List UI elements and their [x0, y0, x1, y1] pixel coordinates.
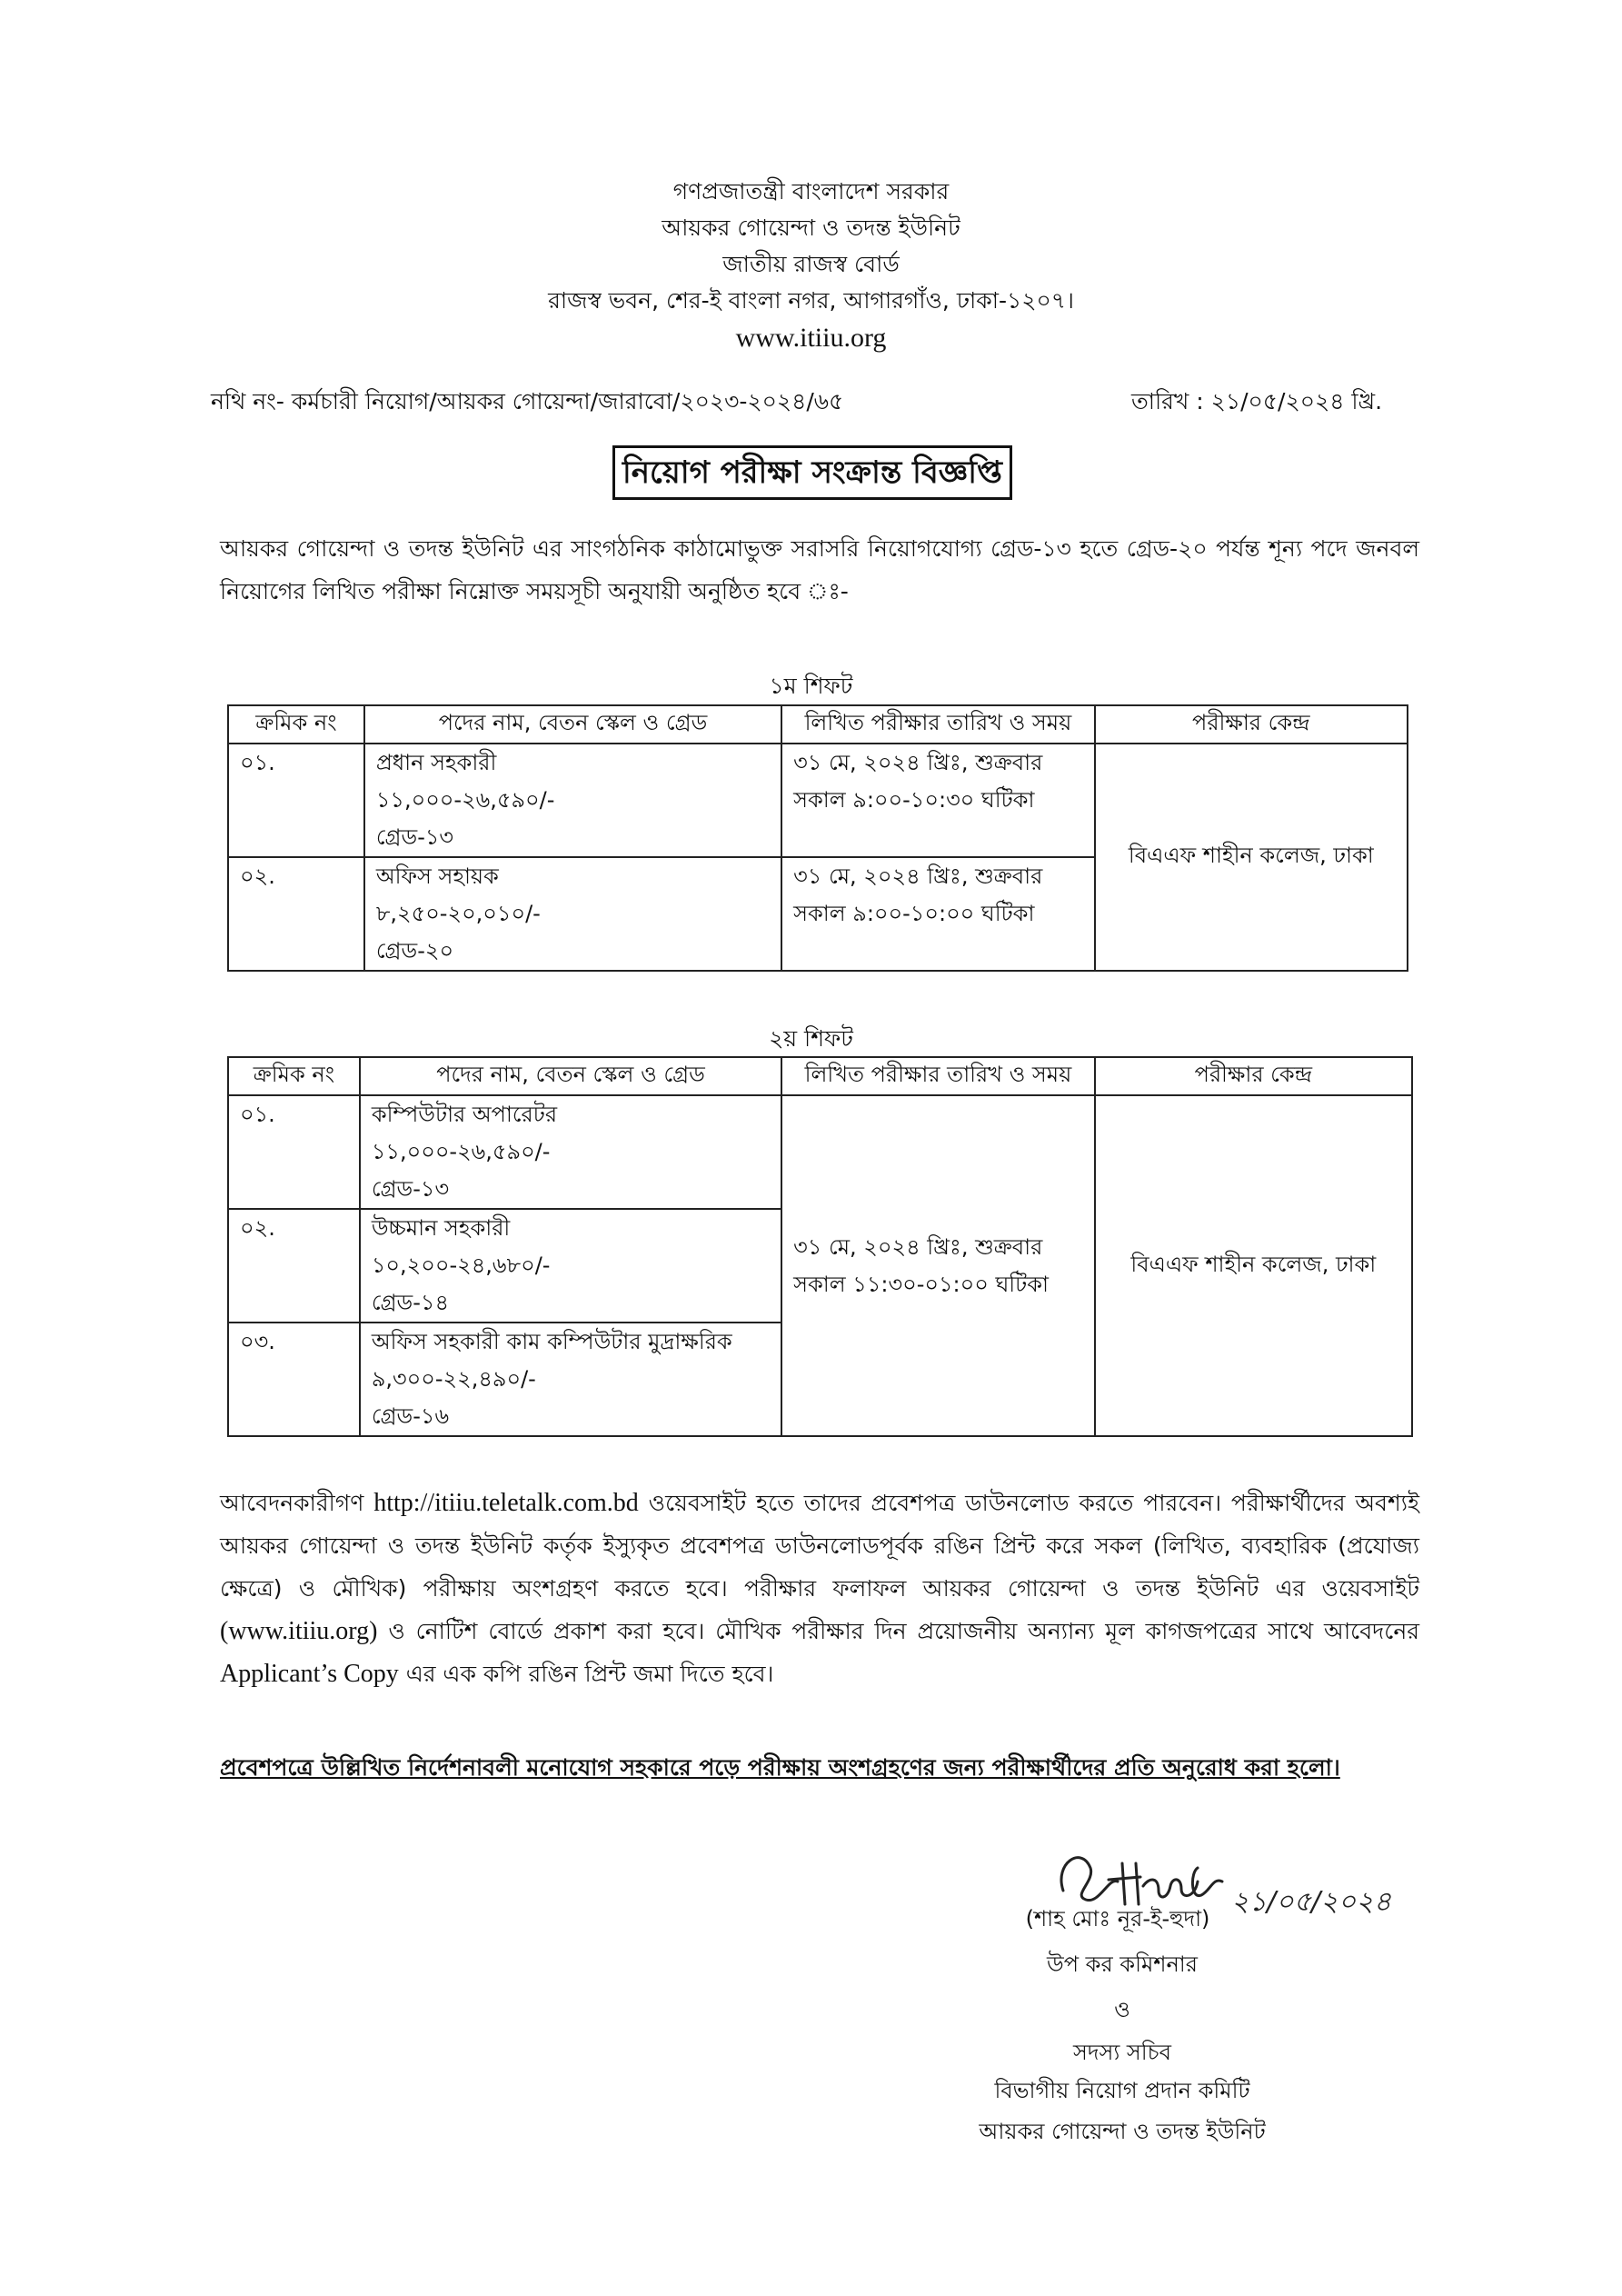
serial: ০১. — [240, 750, 275, 775]
shift2-title: ২য় শিফট — [769, 1025, 853, 1052]
signatory-committee: বিভাগীয় নিয়োগ প্রদান কমিটি — [994, 2078, 1250, 2103]
col-serial: ক্রমিক নং — [228, 705, 364, 744]
instructions-text-b: ওয়েবসাইট হতে তাদের প্রবেশপত্র ডাউনলোড করতে পারবেন। পরীক্ষার্থীদের অবশ্যই আয়কর গোয়েন্দা ও তদন্ত ইউনিট কর্তৃক ইস্যুকৃত প্রবেশপত্র ডাউনলোডপূর্বক রঙিন প্রিন্ট করে সকল (লিখিত, ব্যবহারিক (প্রযোজ্য ক্ষেত্রে) ও মৌখিক) পরীক্ষায় অংশগ্রহণ করতে হবে। পরীক্ষার ফলাফল আয়কর গোয়েন্দা ও তদন্ত ইউনিট এর ওয়েবসাইট — [220, 1490, 1420, 1602]
org-line-1: গণপ্রজাতন্ত্রী বাংলাদেশ সরকার — [672, 178, 950, 205]
signatory-conjunction: ও — [1114, 1997, 1130, 2022]
exam-time: সকাল ১১:৩০-০১:০০ ঘটিকা — [793, 1271, 1049, 1297]
grade: গ্রেড-১৩ — [371, 1176, 450, 1202]
pay-scale: ৮,২৫০-২০,০১০/- — [375, 901, 541, 926]
col-center: পরীক্ষার কেন্দ্র — [1095, 705, 1408, 744]
table-header-row — [228, 1057, 1412, 1095]
pay-scale: ১১,০০০-২৬,৫৯০/- — [375, 787, 555, 813]
instructions-text-a: আবেদনকারীগণ — [220, 1490, 364, 1516]
exam-center: বিএএফ শাহীন কলেজ, ঢাকা — [1130, 1251, 1377, 1277]
signatory-name: (শাহ মোঃ নূর-ই-হুদা) — [1025, 1906, 1210, 1932]
website-link[interactable]: (www.itiiu.org) — [220, 1617, 378, 1645]
col-post: পদের নাম, বেতন স্কেল ও গ্রেড — [360, 1057, 781, 1095]
post-name: অফিস সহকারী কাম কম্পিউটার মুদ্রাক্ষরিক — [371, 1329, 732, 1354]
exam-center: বিএএফ শাহীন কলেজ, ঢাকা — [1128, 843, 1374, 868]
post-name: অফিস সহায়ক — [375, 863, 499, 889]
intro-paragraph: আয়কর গোয়েন্দা ও তদন্ত ইউনিট এর সাংগঠনিক কাঠামোভুক্ত সরাসরি নিয়োগযোগ্য গ্রেড-১৩ হতে গ্রেড-২০ পর্যন্ত শূন্য পদে জনবল নিয়োগের লিখিত পরীক্ষা নিম্নোক্ত সময়সূচী অনুযায়ী অনুষ্ঠিত হবে ঃ- — [220, 535, 1419, 604]
signatory-unit: আয়কর গোয়েন্দা ও তদন্ত ইউনিট — [979, 2119, 1266, 2144]
exam-time: সকাল ৯:০০-১০:৩০ ঘটিকা — [793, 787, 1035, 813]
col-post: পদের নাম, বেতন স্কেল ও গ্রেড — [364, 705, 781, 744]
col-serial: ক্রমিক নং — [228, 1057, 360, 1095]
instructions-text-c: ও নোটিশ বোর্ডে প্রকাশ করা হবে। মৌখিক পরীক্ষার দিন প্রয়োজনীয় অন্যান্য মূল কাগজপত্রের সাথে আবেদনের — [388, 1618, 1419, 1644]
exam-date: ৩১ মে, ২০২৪ খ্রিঃ, শুক্রবার — [793, 750, 1043, 775]
serial: ০৩. — [240, 1329, 275, 1354]
post-name: কম্পিউটার অপারেটর — [371, 1102, 558, 1127]
post-name: উচ্চমান সহকারী — [371, 1215, 511, 1241]
pay-scale: ৯,৩০০-২২,৪৯০/- — [371, 1366, 536, 1392]
org-website[interactable]: www.itiiu.org — [735, 323, 887, 353]
col-center: পরীক্ষার কেন্দ্র — [1095, 1057, 1412, 1095]
grade: গ্রেড-১৩ — [375, 824, 454, 850]
pay-scale: ১১,০০০-২৬,৫৯০/- — [371, 1139, 551, 1164]
notice-date: তারিখ : ২১/০৫/২০২৪ খ্রি. — [1131, 388, 1383, 414]
signatory-designation: উপ কর কমিশনার — [1047, 1952, 1198, 1977]
table-row — [228, 744, 1408, 857]
notice-title: নিয়োগ পরীক্ষা সংক্রান্ত বিজ্ঞপ্তি — [612, 445, 1012, 500]
exam-date: ৩১ মে, ২০২৪ খ্রিঃ, শুক্রবার — [793, 1233, 1043, 1260]
org-address: রাজস্ব ভবন, শের-ই বাংলা নগর, আগারগাঁও, ঢাকা-১২০৭। — [548, 287, 1074, 314]
instructions-paragraph — [220, 1482, 1419, 1695]
instructions-text-d: এর এক কপি রঙিন প্রিন্ট জমা দিতে হবে। — [405, 1661, 774, 1687]
pay-scale: ১০,২০০-২৪,৬৮০/- — [371, 1253, 551, 1278]
org-line-3: জাতীয় রাজস্ব বোর্ড — [722, 251, 900, 277]
post-name: প্রধান সহকারী — [375, 750, 497, 775]
table-row — [228, 1095, 1412, 1209]
grade: গ্রেড-১৬ — [371, 1403, 450, 1429]
table-header-row — [228, 705, 1408, 744]
exam-date: ৩১ মে, ২০২৪ খ্রিঃ, শুক্রবার — [793, 863, 1043, 889]
grade: গ্রেড-১৪ — [371, 1290, 450, 1315]
exam-time: সকাল ৯:০০-১০:০০ ঘটিকা — [793, 901, 1035, 926]
teletalk-link[interactable]: http://itiiu.teletalk.com.bd — [373, 1489, 639, 1517]
shift2-table — [227, 1056, 1413, 1437]
org-line-2: আয়কর গোয়েন্দা ও তদন্ত ইউনিট — [662, 215, 960, 241]
grade: গ্রেড-২০ — [375, 938, 454, 963]
closing-request: প্রবেশপত্রে উল্লিখিত নির্দেশনাবলী মনোযোগ সহকারে পড়ে পরীক্ষায় অংশগ্রহণের জন্য পরীক্ষার্থীদের প্রতি অনুরোধ করা হলো। — [220, 1754, 1340, 1781]
shift1-title: ১ম শিফট — [769, 673, 853, 699]
signatory-role: সদস্য সচিব — [1073, 2040, 1171, 2065]
svg-text:২১/০৫/২০২৪: ২১/০৫/২০২৪ — [1231, 1886, 1392, 1918]
shift1-table — [227, 704, 1408, 972]
serial: ০২. — [240, 863, 275, 889]
col-datetime: লিখিত পরীক্ষার তারিখ ও সময় — [781, 705, 1094, 744]
serial: ০১. — [240, 1102, 275, 1127]
col-datetime: লিখিত পরীক্ষার তারিখ ও সময় — [781, 1057, 1095, 1095]
memo-number: নথি নং- কর্মচারী নিয়োগ/আয়কর গোয়েন্দা/জারাবো/২০২৩-২০২৪/৬৫ — [211, 388, 844, 414]
applicant-copy-text: Applicant’s Copy — [220, 1660, 399, 1688]
serial: ০২. — [240, 1215, 275, 1241]
